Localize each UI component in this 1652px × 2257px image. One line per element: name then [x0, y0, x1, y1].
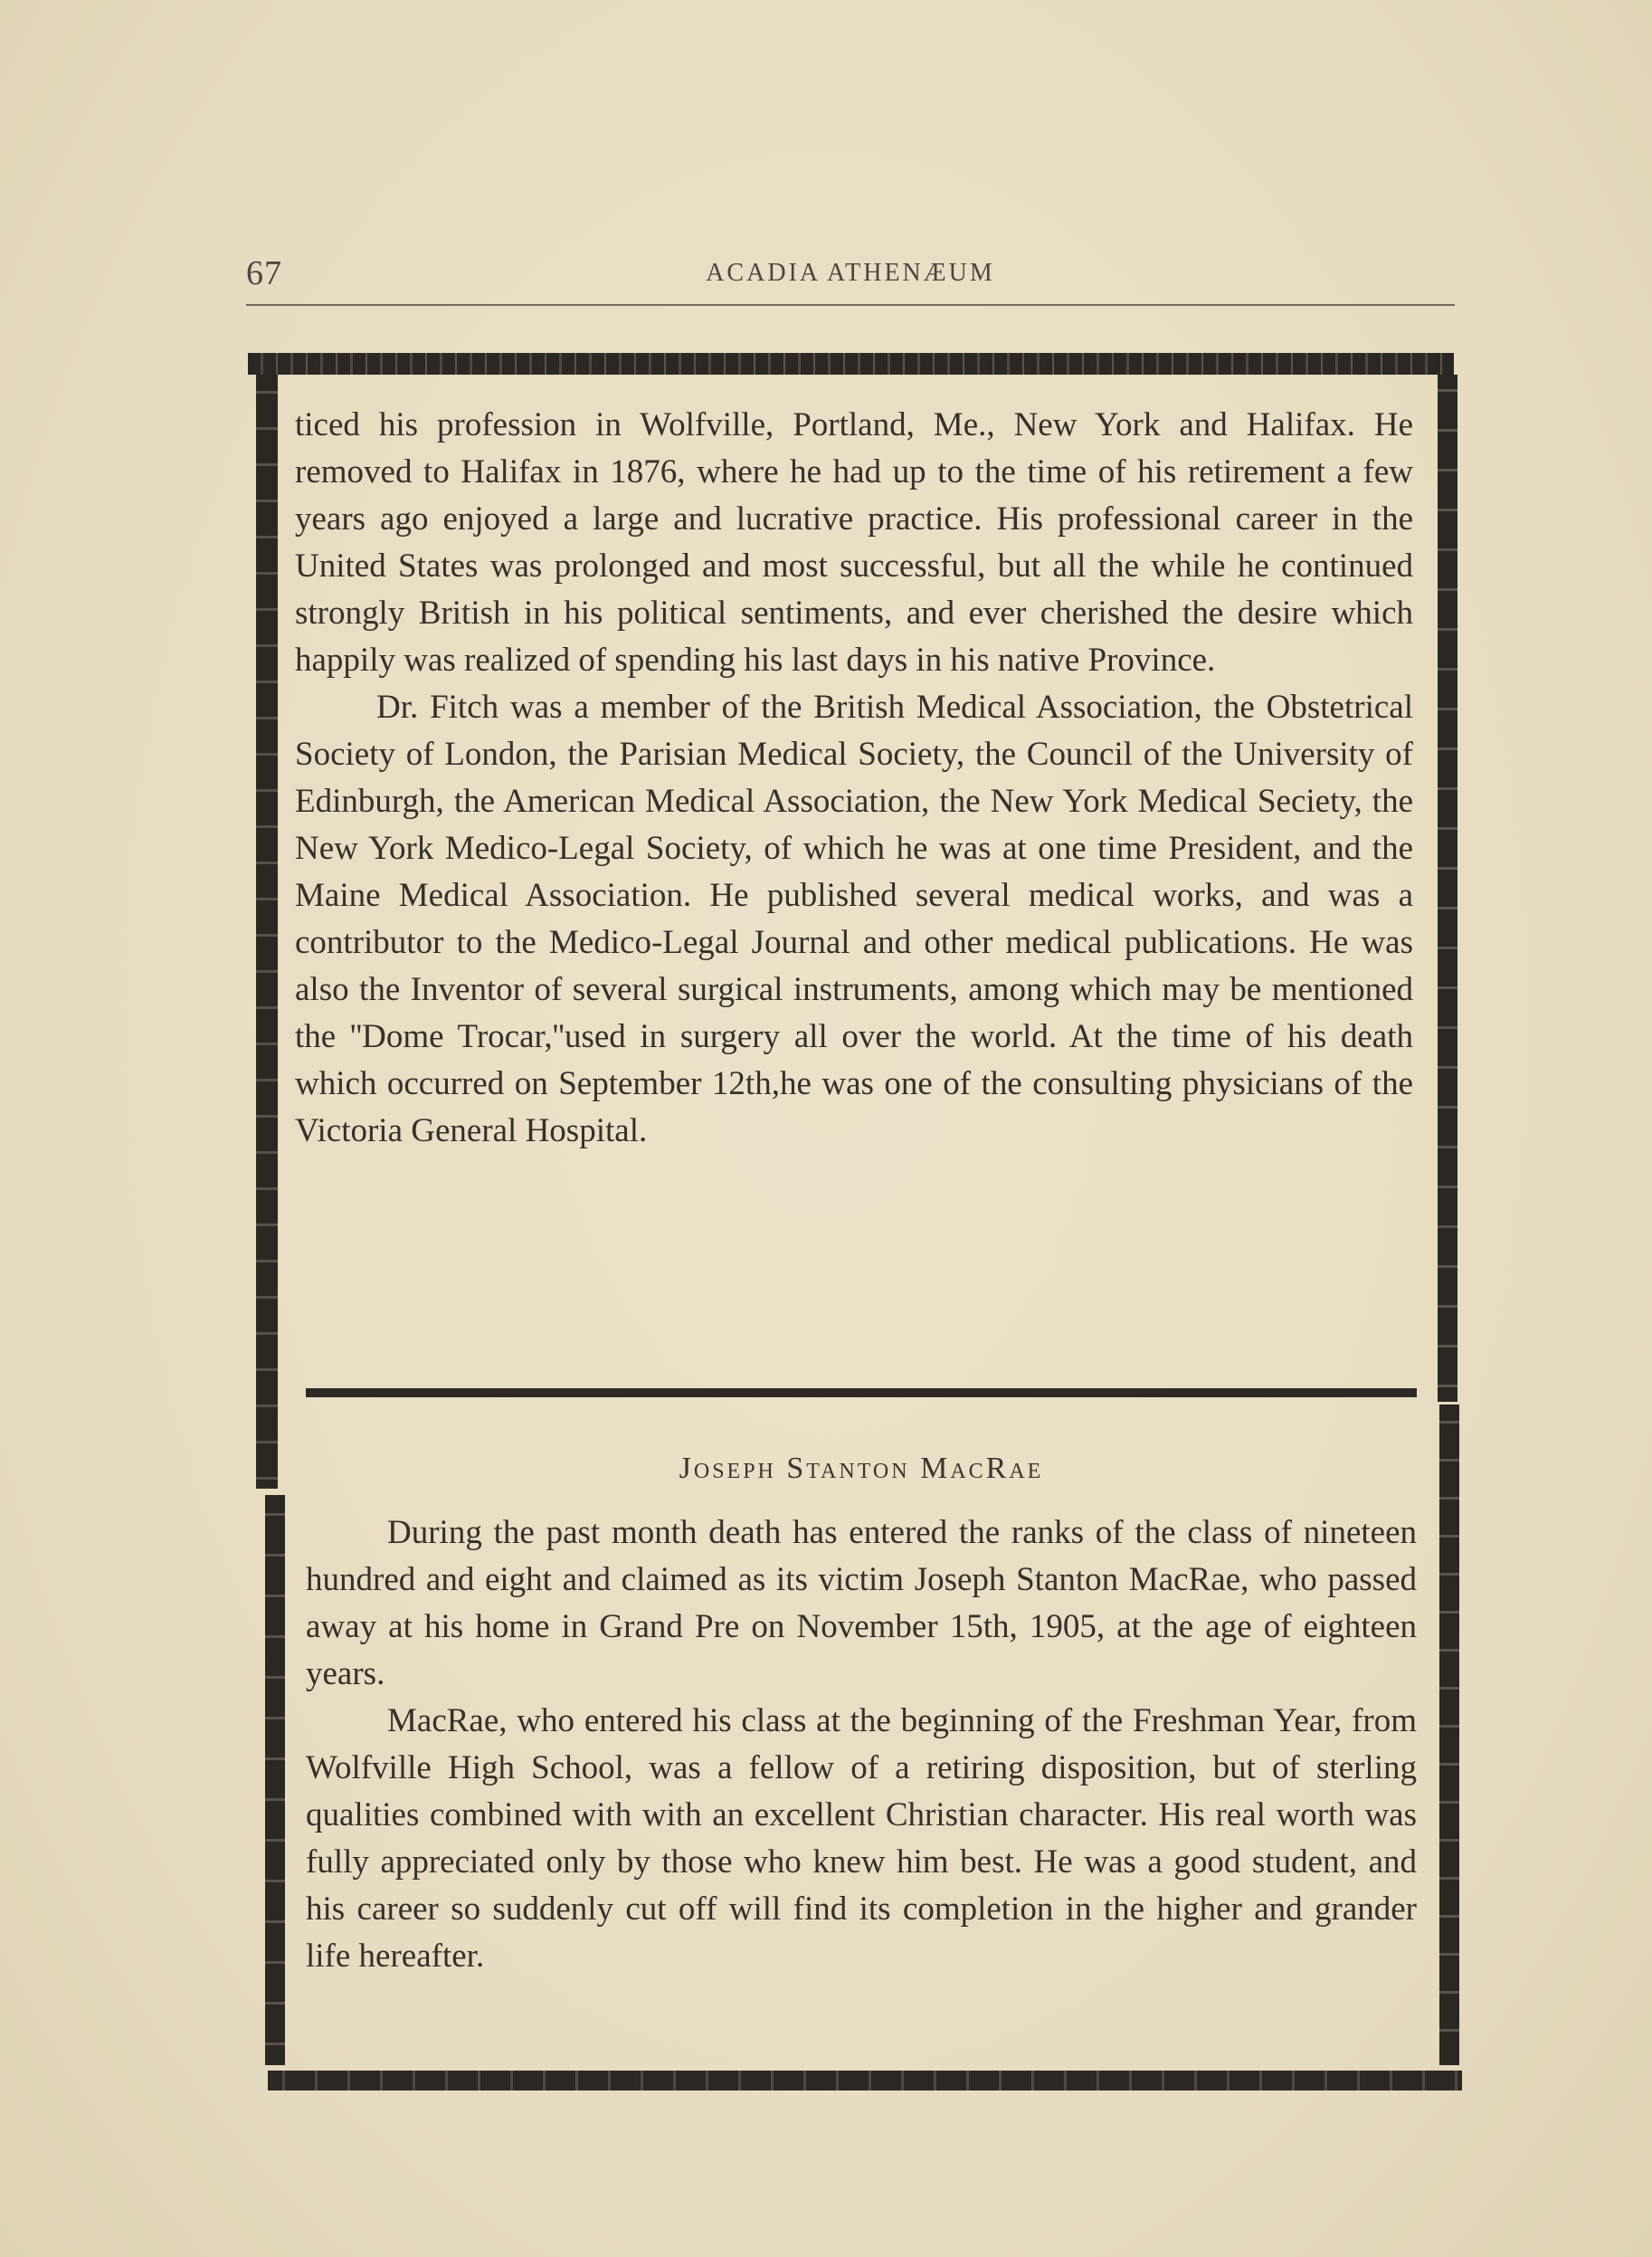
fitch-obituary-text	[295, 402, 1413, 1155]
left-mourning-border-lower	[265, 1495, 285, 2065]
bottom-mourning-border	[268, 2071, 1462, 2090]
page-header	[246, 250, 1455, 306]
macrae-paragraph-1: During the past month death has entered the ranks of the class of nineteen hundred and eight and claimed as its victim Joseph Stanton MacRae, who passed away at his home in Grand Pre on November 15th, 1905, at the age of eighteen years.	[306, 1514, 1417, 1692]
macrae-paragraph-2: MacRae, who entered his class at the beginning of the Freshman Year, from Wolfville High School, was a fellow of a retiring disposition, but of sterling qualities combined with with an excellent Christian character. His real worth was fully appreciated only by those who knew him best. He was a good student, and his career so suddenly cut off will find its completion in the higher and grander life hereafter.	[306, 1702, 1417, 1975]
top-mourning-border	[248, 353, 1454, 375]
fitch-paragraph-1: ticed his profession in Wolfville, Portland, Me., New York and Halifax. He removed to Halifax in 1876, where he had up to the time of his retirement a few years ago enjoyed a large and lucrative practice. His professional career in the United States was prolonged and most successful, but all the while he continued strongly British in his political sentiments, and ever cherished the desire which happily was realized of spending his last days in his native Province.	[295, 406, 1413, 679]
fitch-paragraph-2: Dr. Fitch was a member of the British Medical Association, the Obstetrical Society of London, the Parisian Medical Society, the Council of the University of Edinburgh, the American Medical Association, the New York Medical Seciety, the New York Medico-Legal Society, of which he was at one time President, and the Maine Medical Association. He published several medical works, and was a contributor to the Medico-Legal Journal and other medical publications. He was also the Inventor of several surgical instruments, among which may be mentioned the ''Dome Trocar,''used in surgery all over the world. At the time of his death which occurred on September 12th,he was one of the consulting physicians of the Victoria General Hospital.	[295, 689, 1413, 1149]
running-title: ACADIA ATHENÆUM	[706, 259, 995, 287]
left-mourning-border-upper	[256, 375, 278, 1489]
macrae-heading: Joseph Stanton MacRae	[679, 1452, 1044, 1485]
macrae-obituary-text	[306, 1509, 1417, 1980]
page-number: 67	[246, 254, 282, 292]
right-mourning-border-upper	[1438, 375, 1457, 1402]
right-mourning-border-lower	[1439, 1405, 1459, 2065]
section-divider-rule	[306, 1388, 1417, 1397]
